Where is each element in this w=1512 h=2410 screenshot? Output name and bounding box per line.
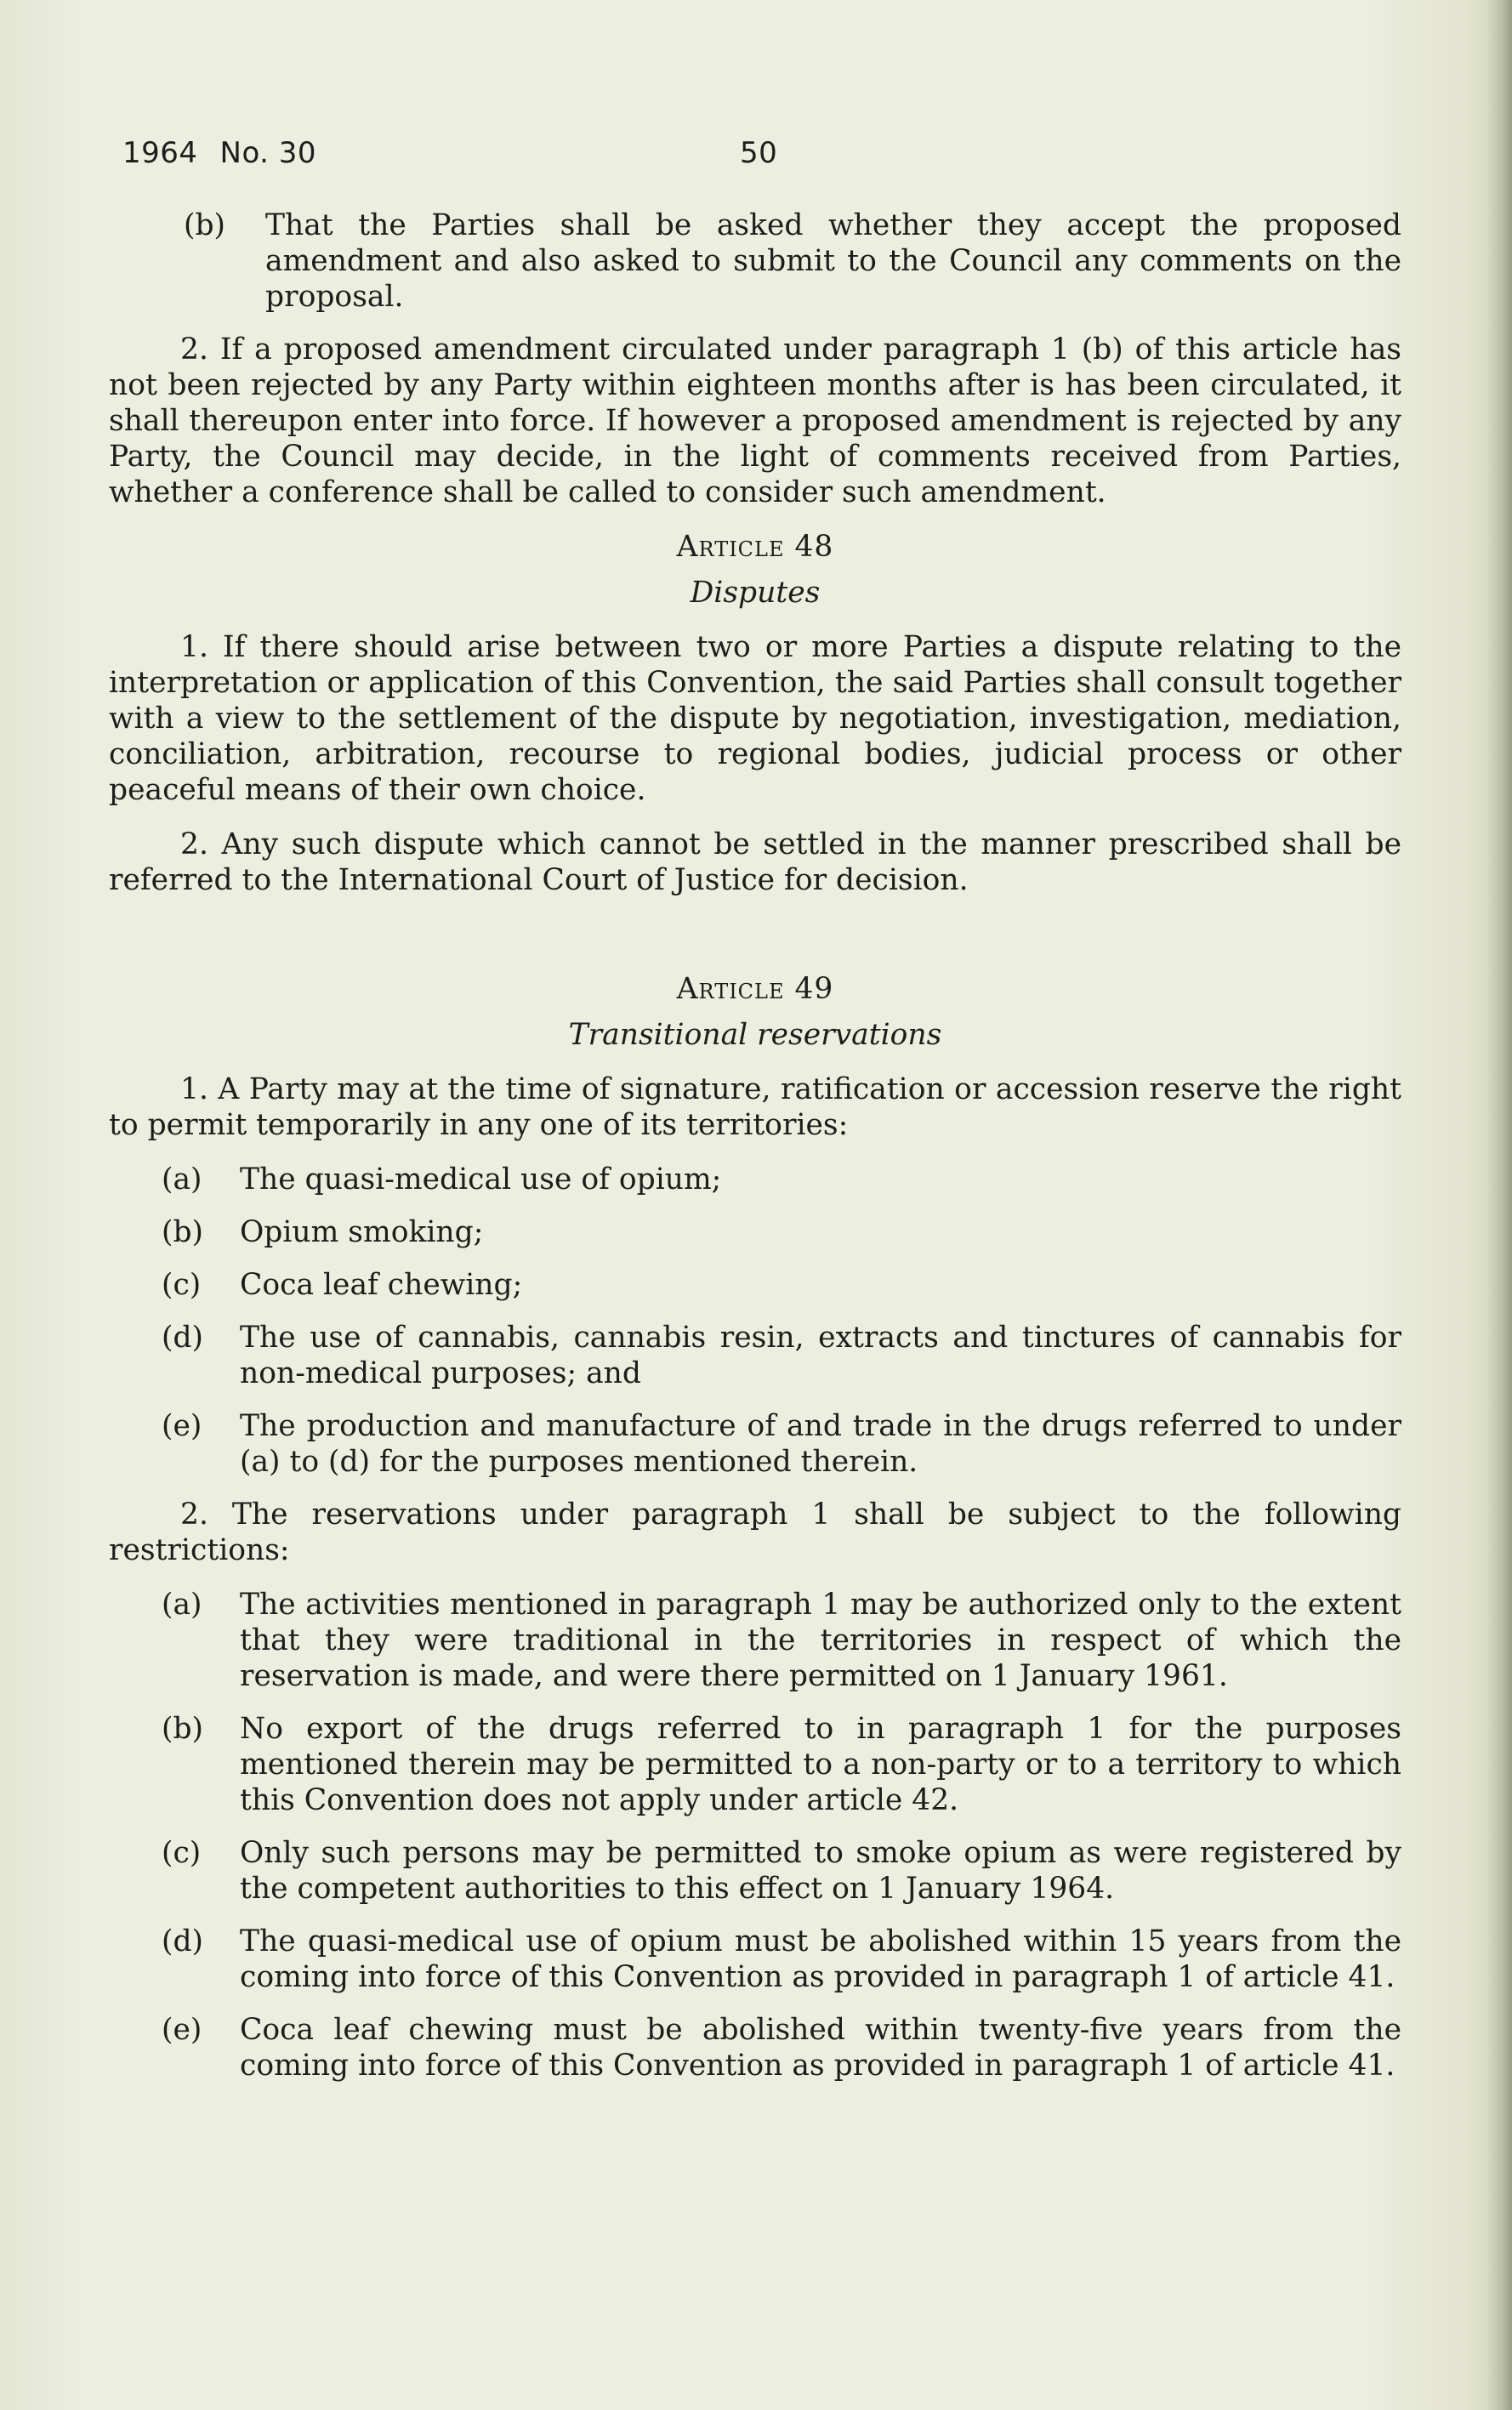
item-label: (d) [162, 1321, 204, 1355]
header-year: 1964 [122, 136, 198, 170]
list-item [109, 1320, 1401, 1391]
item-text: Only such persons may be permitted to smoke opium as were registered by the competent authorities to this effect on 1 January 1964. [240, 1836, 1401, 1906]
list-item [109, 1267, 1401, 1303]
paragraph: 2. If a proposed amendment circulated under paragraph 1 (b) of this article has not been rejected by any Party within eighteen months after is has been circulated, it shall thereupon enter into force. If however a proposed amendment is rejected by any Party, the Council may decide, in the light of comments received from Parties, whether a conference shall be called to consider such amendment. [109, 333, 1401, 509]
list-item [109, 1587, 1401, 1694]
header-number: No. 30 [219, 136, 317, 170]
paragraph: 2. The reservations under paragraph 1 shall be subject to the following restrictions: [109, 1498, 1401, 1567]
list-item [109, 2012, 1401, 2083]
list-item [109, 1711, 1401, 1818]
page-spine-shadow [1486, 0, 1512, 2410]
item-text: Opium smoking; [240, 1215, 484, 1249]
item-label: (b) [162, 1712, 204, 1746]
item-text: The quasi-medical use of opium must be abolished within 15 years from the coming into force of this Convention as provided in paragraph 1 of article 41. [240, 1924, 1401, 1994]
article-title: Transitional reservations [568, 1018, 942, 1052]
page-number: 50 [740, 136, 778, 170]
item-label: (a) [162, 1162, 202, 1196]
list-item [109, 1162, 1401, 1197]
item-label: (e) [162, 1409, 202, 1443]
item-label: (c) [162, 1268, 202, 1302]
article-heading: Article 49 [676, 972, 834, 1006]
list-item [109, 207, 1401, 315]
item-text: No export of the drugs referred to in paragraph 1 for the purposes mentioned therein may be permitted to a non-party or to a territory to which this Convention does not apply under article 42. [240, 1712, 1401, 1817]
list-item [109, 1214, 1401, 1250]
item-text: Coca leaf chewing; [240, 1268, 523, 1302]
item-label: (d) [162, 1924, 204, 1958]
item-text: Coca leaf chewing must be abolished within twenty-five years from the coming into force of this Convention as provided in paragraph 1 of article 41. [240, 2013, 1401, 2083]
item-label: (a) [162, 1588, 202, 1622]
spacer [109, 917, 1401, 958]
list-item [109, 1408, 1401, 1480]
item-text: That the Parties shall be asked whether they accept the proposed amendment and also asked to submit to the Council any comments on the proposal. [265, 208, 1401, 314]
article-title: Disputes [690, 576, 821, 610]
page-header [122, 136, 778, 170]
item-text: The use of cannabis, cannabis resin, extracts and tinctures of cannabis for non-medical purposes; and [240, 1321, 1401, 1390]
item-label: (e) [162, 2013, 202, 2047]
paragraph: 2. Any such dispute which cannot be settled in the manner prescribed shall be referred to the International Court of Justice for decision. [109, 827, 1401, 897]
item-label: (b) [184, 208, 226, 242]
item-text: The activities mentioned in paragraph 1 may be authorized only to the extent that they were traditional in the territories in respect of which the reservation is made, and were there permitted on 1 January 1961. [240, 1588, 1401, 1693]
paragraph: 1. A Party may at the time of signature, ratification or accession reserve the right to permit temporarily in any one of its territories: [109, 1072, 1401, 1142]
item-label: (c) [162, 1836, 202, 1870]
item-text: The quasi-medical use of opium; [240, 1162, 722, 1196]
list-item [109, 1924, 1401, 1995]
article-heading: Article 48 [676, 530, 834, 564]
item-label: (b) [162, 1215, 204, 1249]
list-item [109, 1835, 1401, 1907]
page-body [109, 207, 1401, 2100]
paragraph: 1. If there should arise between two or more Parties a dispute relating to the interpretation or application of this Convention, the said Parties shall consult together with a view to the settlement of the dispute by negotiation, investigation, mediation, conciliation, arbitration, recourse to regional bodies, judicial process or other peaceful means of their own choice. [109, 630, 1401, 807]
item-text: The production and manufacture of and trade in the drugs referred to under (a) to (d) for the purposes mentioned therein. [240, 1409, 1401, 1479]
